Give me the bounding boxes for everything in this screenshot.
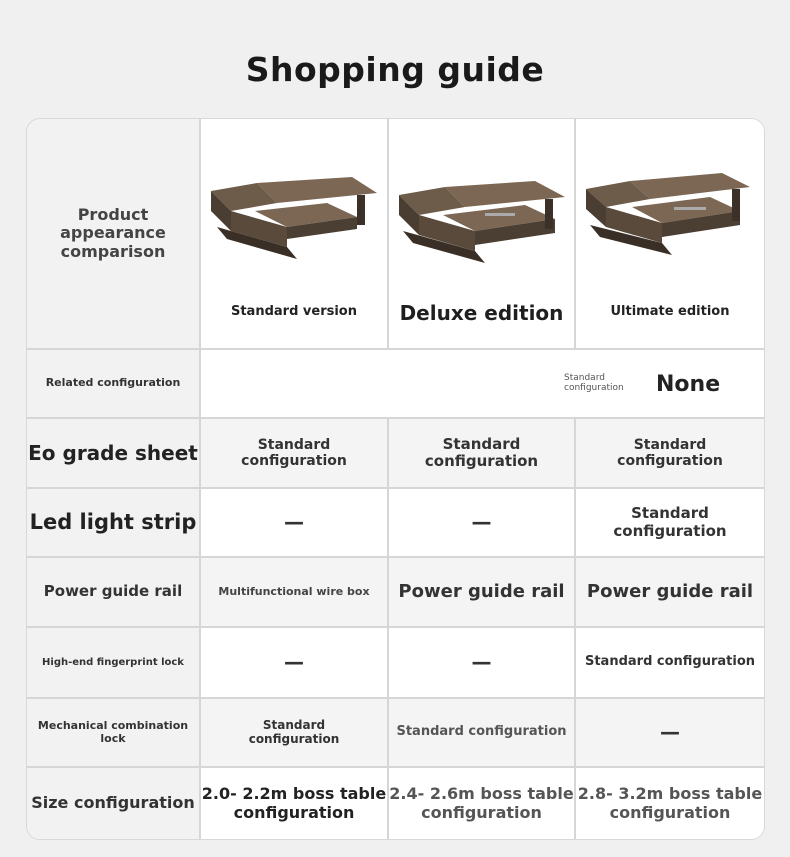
fingerprint-ultimate-value: Standard configuration: [584, 654, 756, 670]
eo-standard-cell: [201, 419, 387, 487]
power-ultimate-value: Power guide rail: [586, 580, 754, 602]
grid-divider: [387, 119, 389, 350]
power-deluxe-value: Power guide rail: [398, 580, 565, 602]
deluxe-edition-cell: [389, 119, 574, 348]
grid-divider: [574, 417, 576, 839]
eo-ultimate-cell: [576, 419, 764, 487]
power-standard-cell: [201, 558, 387, 626]
led-deluxe-dash: —: [471, 510, 492, 534]
mechanical-standard-cell: [201, 699, 387, 766]
eo-label: Eo grade sheet: [28, 440, 198, 465]
size-label: Size configuration: [31, 793, 195, 813]
grid-divider: [27, 556, 764, 558]
size-standard-cell: [201, 768, 387, 839]
grid-divider: [199, 119, 201, 839]
grid-divider: [27, 348, 764, 350]
power-ultimate-cell: [576, 558, 764, 626]
grid-divider: [27, 626, 764, 628]
comparison-table: [26, 118, 765, 840]
appearance-label: Product appearance comparison: [60, 204, 166, 261]
grid-divider: [27, 766, 764, 768]
size-standard-value: 2.0- 2.2m boss table configuration: [201, 784, 387, 822]
grid-divider: [27, 487, 764, 489]
related-value-cell: [201, 350, 764, 417]
led-deluxe-cell: [389, 489, 574, 556]
size-ultimate-value: 2.8- 3.2m boss table configuration: [577, 784, 763, 822]
fingerprint-standard-cell: [201, 628, 387, 697]
deluxe-edition-label: Deluxe edition: [399, 301, 564, 325]
row-label-mechanical: [27, 699, 199, 766]
fingerprint-standard-dash: —: [284, 650, 304, 674]
eo-deluxe-value: Standard configuration: [424, 434, 539, 470]
row-label-appearance: [27, 119, 199, 348]
standard-version-label: Standard version: [230, 304, 357, 319]
fingerprint-deluxe-dash: —: [471, 650, 492, 674]
power-label: Power guide rail: [43, 582, 183, 601]
size-deluxe-cell: [389, 768, 574, 839]
mechanical-deluxe-value: Standard configuration: [396, 724, 567, 740]
row-label-fingerprint: [27, 628, 199, 697]
standard-desk-image: [207, 177, 383, 277]
size-deluxe-value: 2.4- 2.6m boss table configuration: [389, 784, 574, 822]
mechanical-deluxe-cell: [389, 699, 574, 766]
row-label-power: [27, 558, 199, 626]
standard-version-cell: [201, 119, 387, 348]
size-ultimate-cell: [576, 768, 764, 839]
related-none-value: None: [656, 372, 721, 397]
mechanical-label: Mechanical combination lock: [37, 718, 189, 745]
led-standard-dash: —: [284, 510, 304, 534]
deluxe-desk-image: [395, 177, 571, 277]
power-deluxe-cell: [389, 558, 574, 626]
ultimate-edition-cell: [576, 119, 764, 348]
row-label-size: [27, 768, 199, 839]
ultimate-edition-label: Ultimate edition: [610, 304, 730, 319]
related-small-note: Standard configuration: [564, 373, 624, 393]
led-label: Led light strip: [29, 510, 197, 535]
eo-ultimate-value: Standard configuration: [617, 436, 723, 469]
eo-deluxe-cell: [389, 419, 574, 487]
led-ultimate-value: Standard configuration: [613, 504, 727, 540]
row-label-eo: [27, 419, 199, 487]
row-label-related: [27, 350, 199, 417]
grid-divider: [574, 119, 576, 350]
row-label-led: [27, 489, 199, 556]
grid-divider: [27, 697, 764, 699]
grid-divider: [387, 417, 389, 839]
mechanical-standard-value: Standard configuration: [248, 717, 340, 746]
grid-divider: [27, 417, 764, 419]
mechanical-ultimate-dash: —: [660, 720, 680, 744]
fingerprint-deluxe-cell: [389, 628, 574, 697]
fingerprint-label: High-end fingerprint lock: [42, 656, 184, 668]
page-title: Shopping guide: [245, 50, 545, 89]
ultimate-desk-image: [582, 169, 758, 269]
fingerprint-ultimate-cell: [576, 628, 764, 697]
power-standard-value: Multifunctional wire box: [218, 584, 370, 598]
mechanical-ultimate-cell: [576, 699, 764, 766]
related-label: Related configuration: [45, 376, 181, 390]
led-ultimate-cell: [576, 489, 764, 556]
eo-standard-value: Standard configuration: [241, 436, 347, 469]
led-standard-cell: [201, 489, 387, 556]
